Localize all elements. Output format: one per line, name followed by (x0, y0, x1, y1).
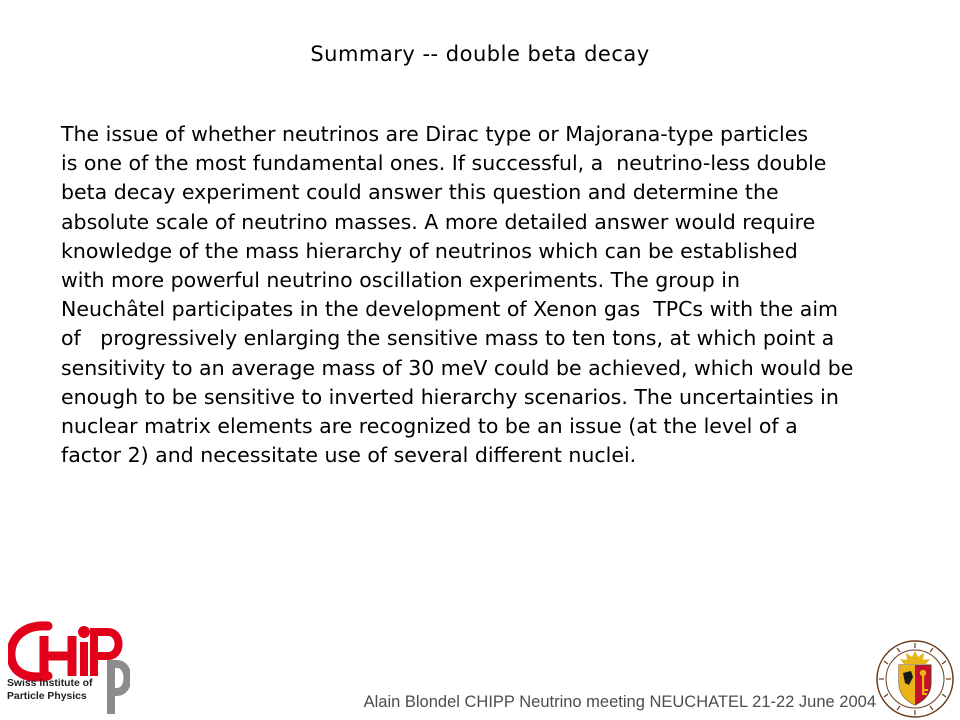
geneva-seal (873, 639, 957, 719)
footer-credit: Alain Blondel CHIPP Neutrino meeting NEUCHATEL 21-22 June 2004 (363, 693, 876, 711)
body-line: of progressively enlarging the sensitive mass to ten tons, at which point a (61, 326, 835, 351)
chipp-logo-icon (8, 618, 130, 718)
slide-title: Summary -- double beta decay (310, 42, 650, 66)
body-line: The issue of whether neutrinos are Dirac type or Majorana-type particles (61, 122, 809, 146)
body-line: knowledge of the mass hierarchy of neutrinos which can be established (61, 238, 798, 263)
body-line: enough to be sensitive to inverted hierarchy scenarios. The uncertainties in (61, 384, 839, 409)
chipp-caption-line: Swiss Institute of (7, 678, 93, 689)
body-line: sensitivity to an average mass of 30 meV could be achieved, which would be (61, 355, 854, 380)
summary-paragraph (61, 120, 923, 470)
body-line: Neuchâtel participates in the development of Xenon gas TPCs with the aim (61, 297, 838, 322)
body-line: beta decay experiment could answer this question and determine the (61, 180, 779, 205)
chipp-logo (8, 618, 130, 718)
body-line: absolute scale of neutrino masses. A more detailed answer would require (61, 209, 816, 234)
body-line: factor 2) and necessitate use of several different nuclei. (61, 443, 637, 468)
body-line: with more powerful neutrino oscillation experiments. The group in (61, 268, 740, 293)
university-seal-icon (873, 639, 957, 719)
chipp-caption-line: Particle Physics (7, 690, 87, 702)
body-line: nuclear matrix elements are recognized to be an issue (at the level of a (61, 414, 798, 439)
chipp-caption (7, 678, 92, 703)
body-line: is one of the most fundamental ones. If successful, a neutrino-less double (61, 151, 827, 176)
